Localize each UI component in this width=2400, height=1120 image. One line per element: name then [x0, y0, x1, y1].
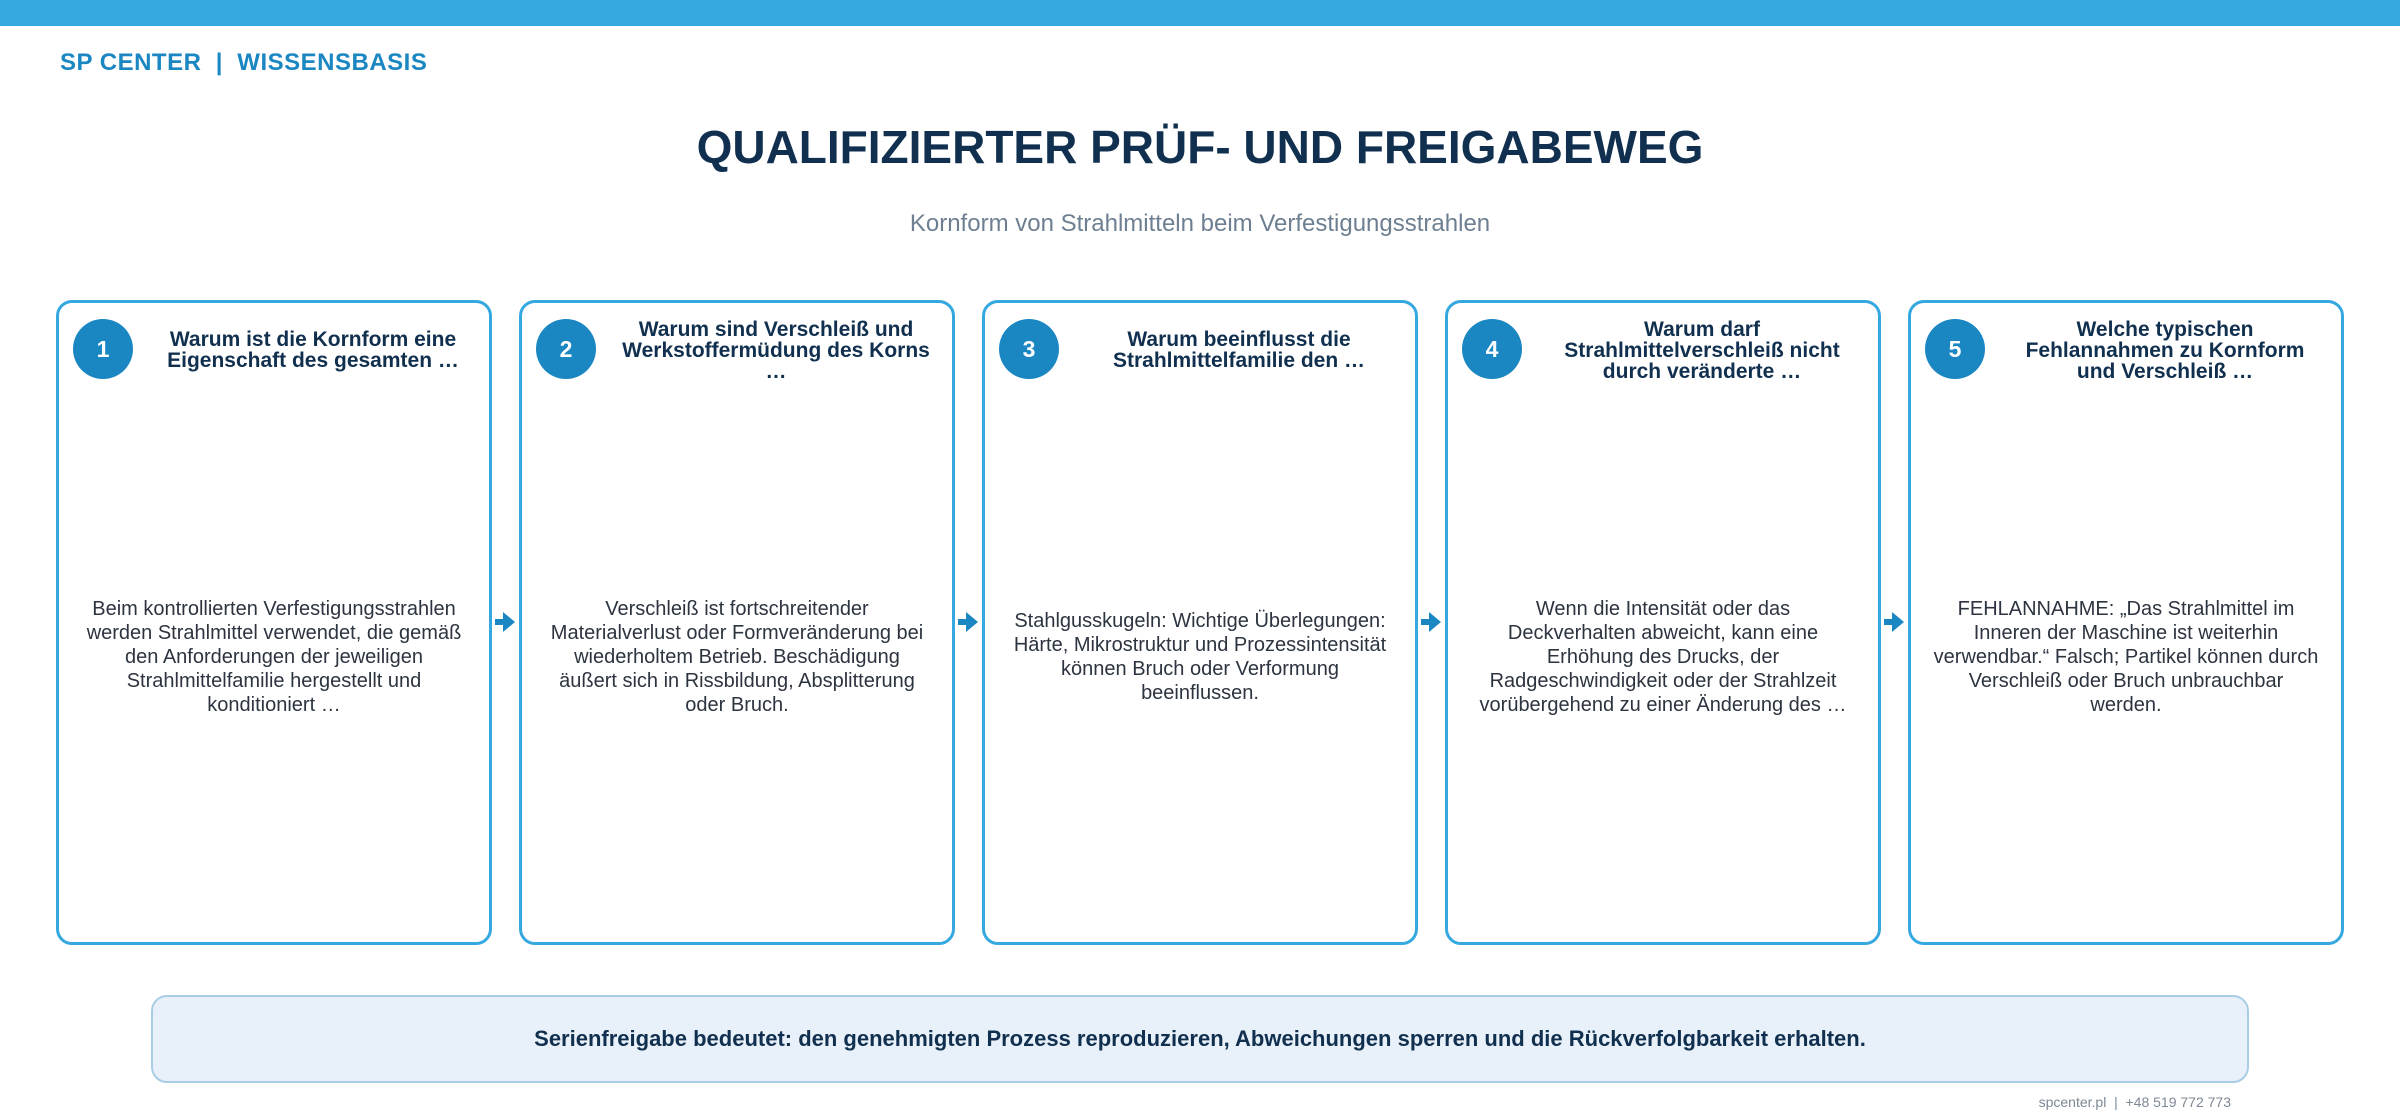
page-title: QUALIFIZIERTER PRÜF- UND FREIGABEWEG — [696, 121, 1704, 173]
step-card-2 — [519, 300, 955, 945]
brand-label: SP CENTER | WISSENSBASIS — [60, 49, 428, 76]
step-description: FEHLANNAHME: „Das Strahlmittel im Inneren der Maschine ist weiterhin verwendbar.“ Falsch; Partikel können durch Verschleiß oder Bruch unbrauchbar werden. — [1933, 597, 2319, 716]
step-number-badge: 1 — [73, 319, 133, 379]
step-number-badge: 2 — [536, 319, 596, 379]
step-number-badge: 5 — [1925, 319, 1985, 379]
summary-banner: Serienfreigabe bedeutet: den genehmigten Prozess reproduzieren, Abweichungen sperren und die Rückverfolgbarkeit erhalten. — [151, 995, 2249, 1083]
arrow-right-icon — [495, 611, 515, 633]
step-title: Warum darf Strahlmittelverschleiß nicht durch veränderte … — [1564, 317, 1840, 383]
page-subtitle: Kornform von Strahlmitteln beim Verfestigungsstrahlen — [909, 210, 1491, 237]
arrow-right-icon — [1884, 611, 1904, 633]
step-title: Warum sind Verschleiß und Werkstoffermüdung des Korns … — [622, 317, 930, 383]
step-description: Verschleiß ist fortschreitender Materialverlust oder Formveränderung bei wiederholtem Betrieb. Beschädigung äußert sich in Rissbildung, Absplitterung oder Bruch. — [550, 597, 924, 716]
step-card-3 — [982, 300, 1418, 945]
arrow-right-icon — [1421, 611, 1441, 633]
step-card-1 — [56, 300, 492, 945]
step-number-badge: 4 — [1462, 319, 1522, 379]
step-card-5 — [1908, 300, 2344, 945]
footer-contact: spcenter.pl | +48 519 772 773 — [2038, 1094, 2231, 1110]
step-card-4 — [1445, 300, 1881, 945]
step-number-badge: 3 — [999, 319, 1059, 379]
step-title: Warum ist die Kornform eine Eigenschaft des gesamten … — [167, 328, 459, 372]
step-title: Warum beeinflusst die Strahlmittelfamilie den … — [1112, 328, 1366, 372]
step-description: Stahlgusskugeln: Wichtige Überlegungen: Härte, Mikrostruktur und Prozessintensität können Bruch oder Verformung beeinflussen. — [1013, 609, 1387, 704]
step-description: Beim kontrollierten Verfestigungsstrahlen werden Strahlmittel verwendet, die gemäß den Anforderungen der jeweiligen Strahlmittelfamilie hergestellt und konditioniert … — [86, 597, 462, 716]
arrow-right-icon — [958, 611, 978, 633]
top-accent-bar — [0, 0, 2400, 26]
step-title: Welche typischen Fehlannahmen zu Kornform und Verschleiß … — [2025, 317, 2305, 383]
step-description: Wenn die Intensität oder das Deckverhalten abweicht, kann eine Erhöhung des Drucks, der Radgeschwindigkeit oder der Strahlzeit vorübergehend zu einer Änderung des … — [1479, 597, 1847, 716]
